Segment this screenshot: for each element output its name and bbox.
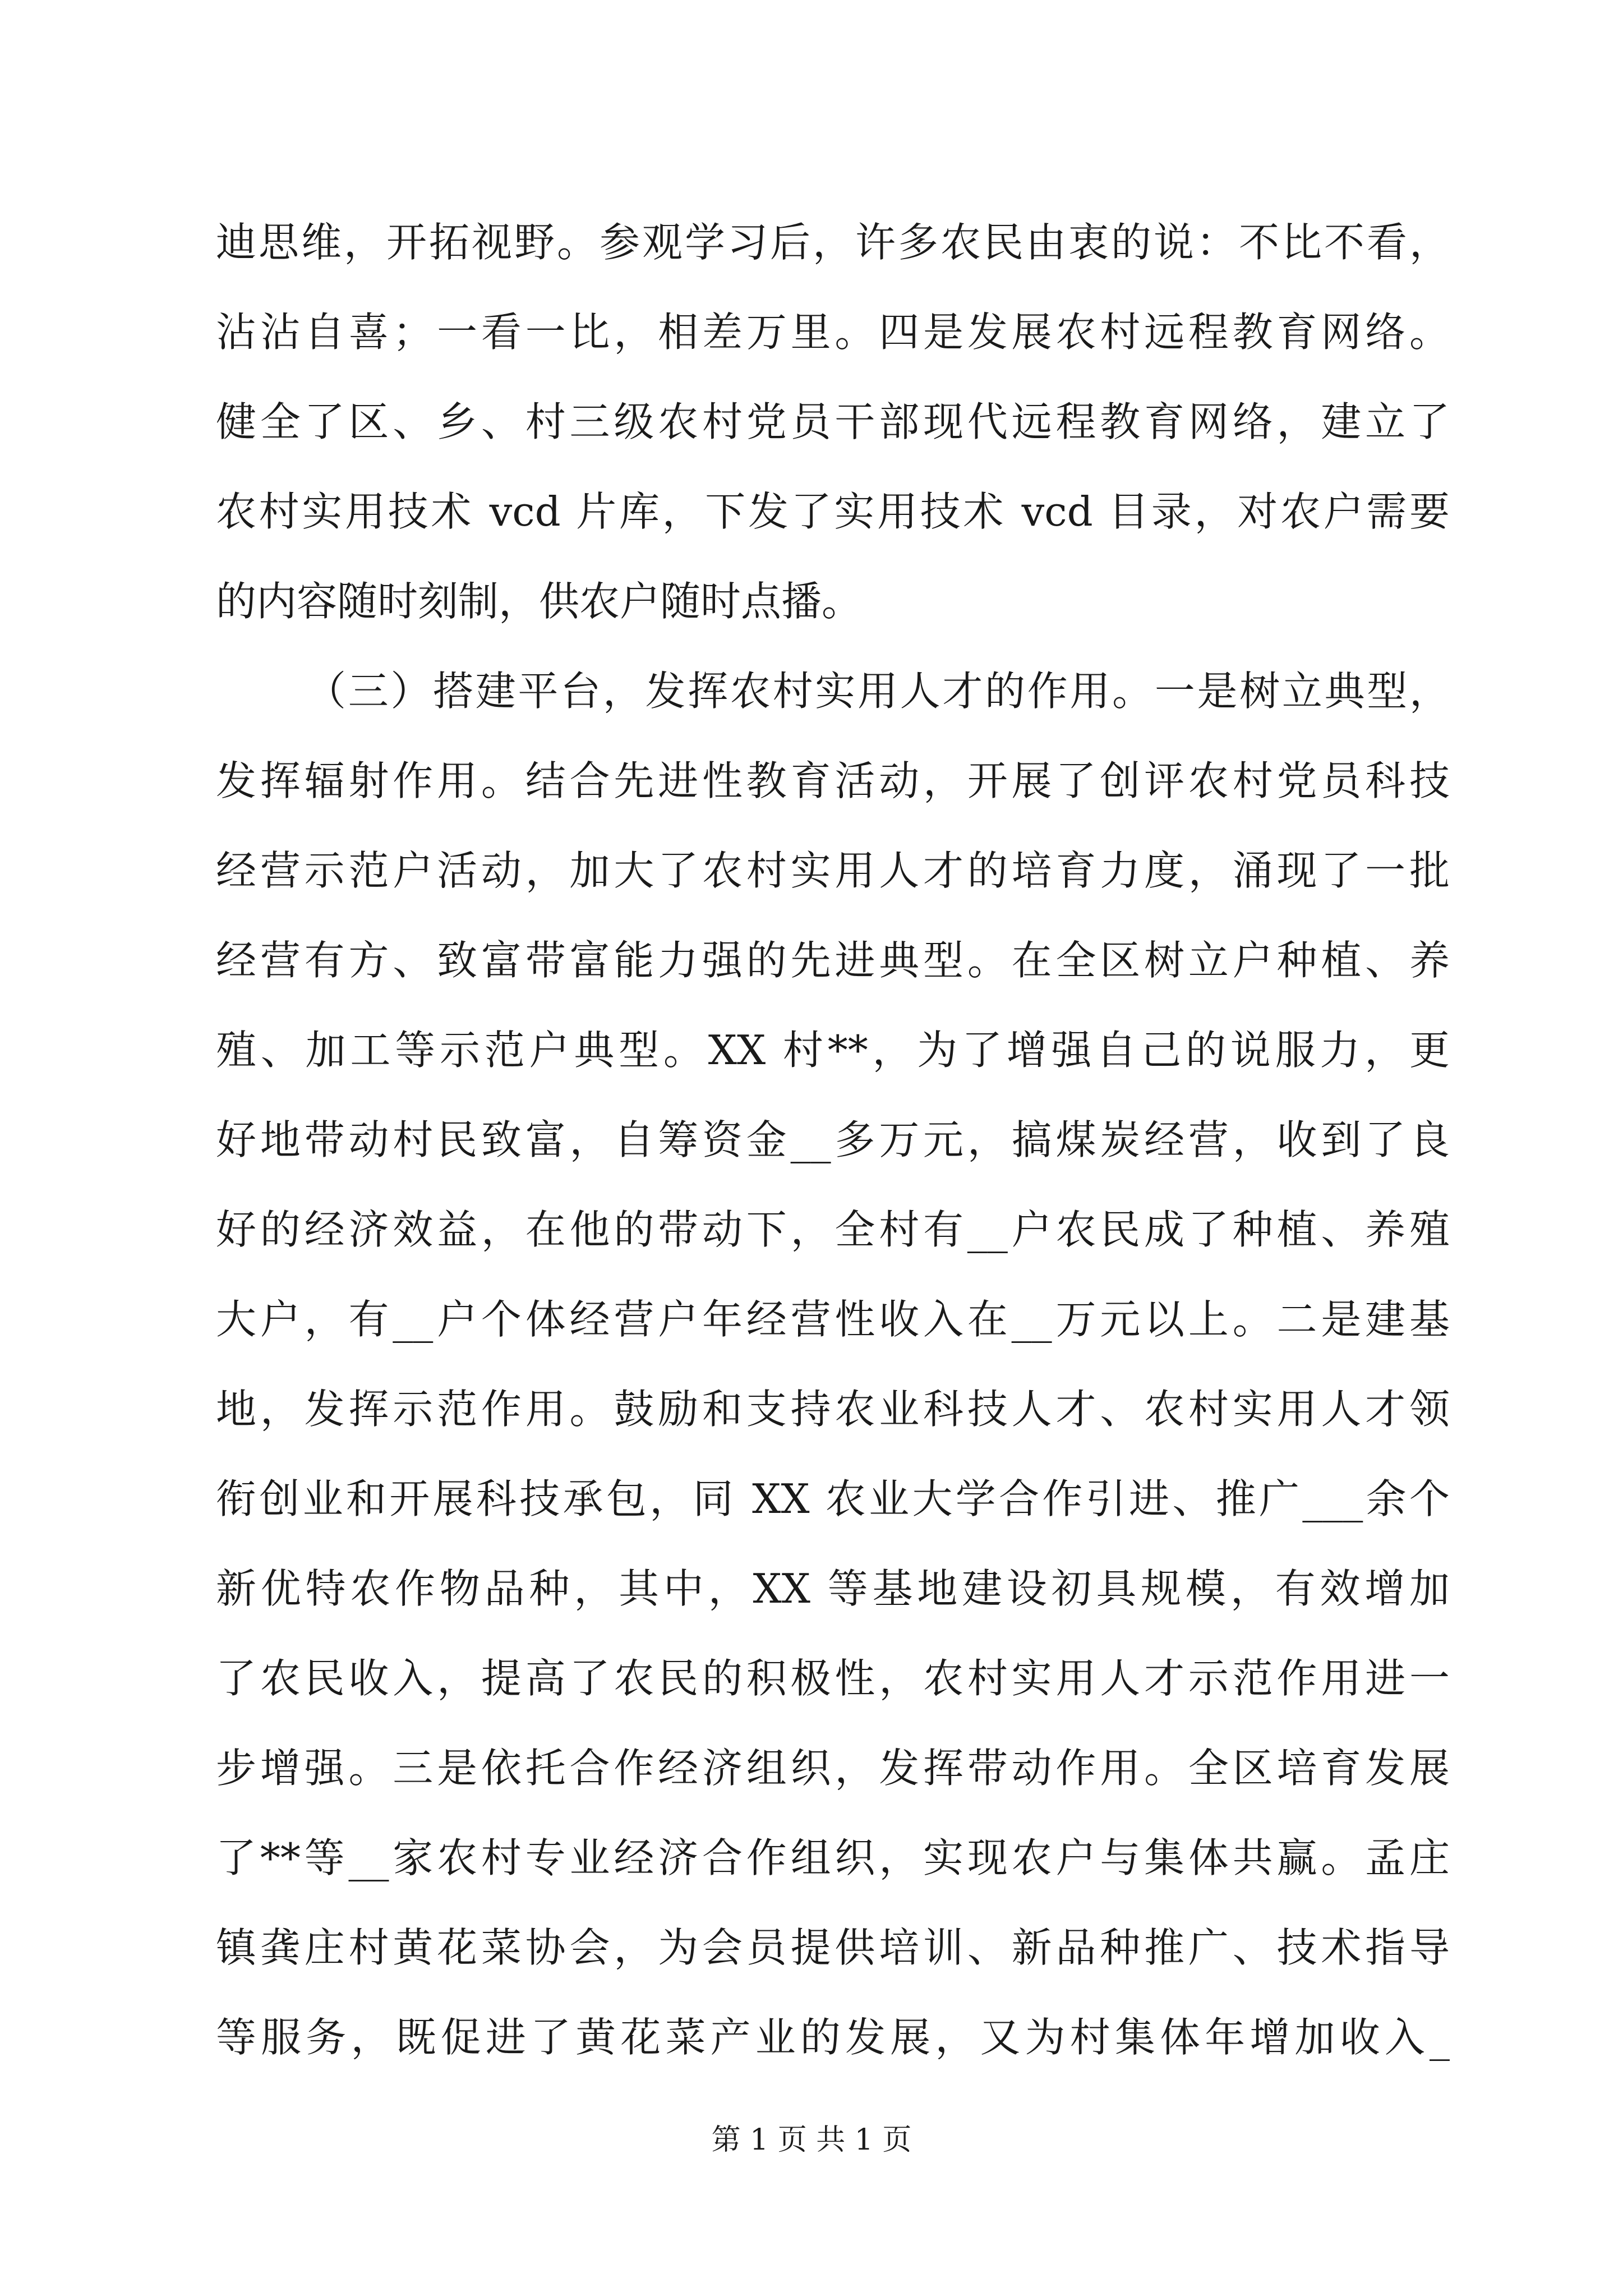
- text-line: 经营示范户活动，加大了农村实用人才的培育力度，涌现了一批: [216, 847, 1450, 894]
- text-line: 迪思维，开拓视野。参观学习后，许多农民由衷的说：不比不看，: [216, 219, 1450, 266]
- text-line: 沾沾自喜；一看一比，相差万里。四是发展农村远程教育网络。: [216, 309, 1450, 356]
- text-line: 衔创业和开展科技承包，同 XX 农业大学合作引进、推广___余个: [216, 1475, 1450, 1522]
- text-line: 经营有方、致富带富能力强的先进典型。在全区树立户种植、养: [216, 937, 1450, 984]
- text-line: 农村实用技术 vcd 片库，下发了实用技术 vcd 目录，对农户需要: [216, 488, 1450, 535]
- text-line: 等服务，既促进了黄花菜产业的发展，又为村集体年增加收入_: [216, 2014, 1450, 2061]
- text-line: 好的经济效益，在他的带动下，全村有__户农民成了种植、养殖: [216, 1206, 1450, 1253]
- text-line: 发挥辐射作用。结合先进性教育活动，开展了创评农村党员科技: [216, 757, 1450, 804]
- text-line: 好地带动村民致富，自筹资金__多万元，搞煤炭经营，收到了良: [216, 1116, 1450, 1163]
- text-line: 地，发挥示范作用。鼓励和支持农业科技人才、农村实用人才领: [216, 1386, 1450, 1433]
- text-line: 健全了区、乡、村三级农村党员干部现代远程教育网络，建立了: [216, 398, 1450, 445]
- text-line: 了农民收入，提高了农民的积极性，农村实用人才示范作用进一: [216, 1655, 1450, 1702]
- text-line: （三）搭建平台，发挥农村实用人才的作用。一是树立典型，: [306, 668, 1450, 715]
- text-line: 镇龚庄村黄花菜协会，为会员提供培训、新品种推广、技术指导: [216, 1924, 1450, 1971]
- text-line: 了**等__家农村专业经济合作组织，实现农户与集体共赢。孟庄: [216, 1834, 1450, 1881]
- text-line: 殖、加工等示范户典型。XX 村**，为了增强自己的说服力，更: [216, 1027, 1450, 1074]
- text-line: 大户，有__户个体经营户年经营性收入在__万元以上。二是建基: [216, 1296, 1450, 1343]
- text-line: 新优特农作物品种，其中，XX 等基地建设初具规模，有效增加: [216, 1565, 1450, 1612]
- page-number-footer: 第 1 页 共 1 页: [711, 2123, 912, 2157]
- text-line: 步增强。三是依托合作经济组织，发挥带动作用。全区培育发展: [216, 1745, 1450, 1792]
- text-line: 的内容随时刻制，供农户随时点播。: [216, 578, 863, 625]
- document-body: [216, 197, 1450, 2082]
